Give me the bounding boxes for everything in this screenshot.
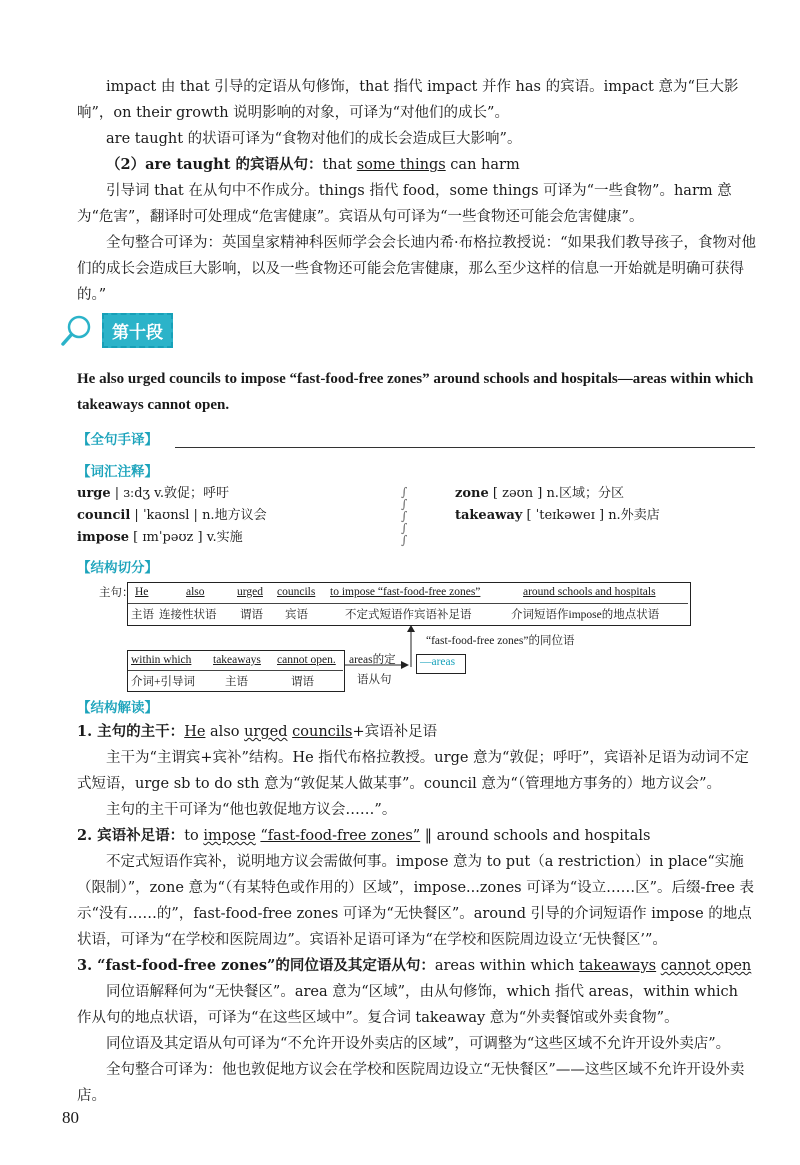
role-subject: 主语: [131, 609, 154, 621]
seg-urged: urged: [237, 586, 263, 598]
vocab-item: zone [ zəʊn ] n.区域；分区: [455, 486, 624, 501]
explain-heading-2: 2. 宾语补足语：to impose “fast-food-free zones” ‖ around schools and hospitals: [77, 827, 651, 844]
seg-to-impose: to impose “fast-food-free zones”: [330, 586, 481, 598]
appositive-label: “fast-food-free zones”的同位语: [426, 635, 575, 647]
role-adverbial: 介词短语作impose的地点状语: [511, 609, 660, 621]
page-number: 80: [62, 1108, 79, 1127]
top-paragraph-3: 引导词 that 在从句中不作成分。things 指代 food，some things 可译为“一些食物”。harm 意为“危害”，翻译时可处理成“危害健康”。宾语从句可译为“一些食物还可能会危害健康”。: [77, 183, 732, 225]
label-struct-cut: 【结构切分】: [77, 560, 158, 576]
vocab-left: [77, 483, 267, 549]
explain-heading-3: 3. “fast-food-free zones”的同位语及其定语从句：areas within which takeaways cannot open: [77, 957, 752, 974]
role-predicate: 谓语: [240, 609, 263, 621]
vocab-divider: ∫ ∫ ∫ ∫ ∫: [401, 485, 408, 547]
diagram-main-label: 主句：: [99, 585, 134, 599]
explain-paragraph-5: 同位语及其定语从句可译为“不允许开设外卖店的区域”，可调整为“这些区域不允许开设外卖店”。: [106, 1036, 731, 1052]
source-sentence: He also urged councils to impose “fast-food-free zones” around schools and hospitals—areas within which takeaways cannot open.: [77, 371, 754, 413]
explain-text: [77, 719, 757, 1109]
translation-blank-line: [175, 447, 755, 448]
vocab-item: impose [ ɪmˈpəʊz ] v.实施: [77, 530, 243, 545]
vocab-item: urge | ɜːdʒ v.敦促；呼吁: [77, 486, 230, 501]
seg-he: He: [135, 586, 149, 598]
role-object: 宾语: [285, 609, 308, 621]
explain-paragraph-1: 主干为“主谓宾+宾补”结构。He 指代布格拉教授。urge 意为“敦促；呼吁”，宾语补足语为动词不定式短语，urge sb to do sth 意为“敦促某人做某事”。council 意为“（管理地方事务的）地方议会”。: [77, 750, 749, 792]
magnifier-icon: [60, 314, 94, 348]
explain-paragraph-6: 全句整合可译为：他也敦促地方议会在学校和医院周边设立“无快餐区”——这些区域不允许开设外卖店。: [77, 1062, 745, 1104]
seg-cannot-open: cannot open.: [277, 654, 336, 666]
seg-councils: councils: [277, 586, 316, 598]
seg-around: around schools and hospitals: [523, 586, 656, 598]
seg-within-which: within which: [131, 654, 192, 666]
seg-takeaways: takeaways: [213, 654, 261, 666]
label-struct-explain: 【结构解读】: [77, 700, 158, 716]
vocab-right: [455, 483, 660, 527]
role-predicate-2: 谓语: [291, 676, 314, 688]
explain-paragraph-4: 同位语解释何为“无快餐区”。area 意为“区域”，由从句修饰，which 指代 areas，within which 作从句的地点状语，可译为“在这些区域中”。复合词 takeaway 意为“外卖餐馆或外卖食物”。: [77, 984, 739, 1026]
top-paragraph-1: impact 由 that 引导的定语从句修饰，that 指代 impact 并作 has 的宾语。impact 意为“巨大影响”，on their growth 说明影响的对象，可译为“对他们的成长”。: [77, 79, 739, 121]
top-paragraph-2: are taught 的状语可译为“食物对他们的成长会造成巨大影响”。: [106, 131, 522, 147]
top-heading-2: （2）are taught 的宾语从句：that some things can harm: [106, 156, 520, 173]
role-subject-2: 主语: [225, 676, 248, 688]
section-title: [60, 313, 173, 348]
label-translate: 【全句手译】: [77, 432, 158, 448]
section-title-label: 第十段: [102, 313, 173, 348]
explain-paragraph-3: 不定式短语作宾补，说明地方议会需做何事。impose 意为 to put（a restriction）in place“实施（限制）”，zone 意为“（有某特色或作用的）区域”，impose...zones 可译为“设立……区”。后缀-free 表示“没有……的”，fast-food-free zones 可译为“无快餐区”。around 引导的介词短语作 impose 的地点状语，可译为“在学校和医院周边”。宾语补足语可译为“在学校和医院周边设立‘无快餐区’”。: [77, 854, 755, 948]
role-prep-which: 介词+引导词: [131, 676, 195, 688]
top-text: [77, 74, 757, 308]
explain-heading-1: 1. 主句的主干：He also urged councils+宾语补足语: [77, 723, 438, 740]
seg-areas: —areas: [420, 656, 456, 668]
explain-paragraph-2: 主句的主干可译为“他也敦促地方议会……”。: [106, 802, 397, 818]
role-conj-adv: 连接性状语: [159, 609, 217, 621]
arrow-right-icon: [343, 655, 415, 675]
attr-label-1: areas的定: [349, 654, 396, 666]
label-vocab: 【词汇注释】: [77, 464, 158, 480]
vocab-item: council | ˈkaʊnsl | n.地方议会: [77, 508, 267, 523]
seg-also: also: [186, 586, 205, 598]
attr-label-2: 语从句: [357, 674, 392, 686]
role-complement: 不定式短语作宾语补足语: [345, 609, 472, 621]
vocab-item: takeaway [ ˈteɪkəweɪ ] n.外卖店: [455, 508, 660, 523]
top-paragraph-4: 全句整合可译为：英国皇家精神科医师学会会长迪内希·布格拉教授说：“如果我们教导孩子，食物对他们的成长会造成巨大影响，以及一些食物还可能会危害健康，那么至少这样的信息一开始就是明确可获得的。”: [77, 235, 757, 303]
